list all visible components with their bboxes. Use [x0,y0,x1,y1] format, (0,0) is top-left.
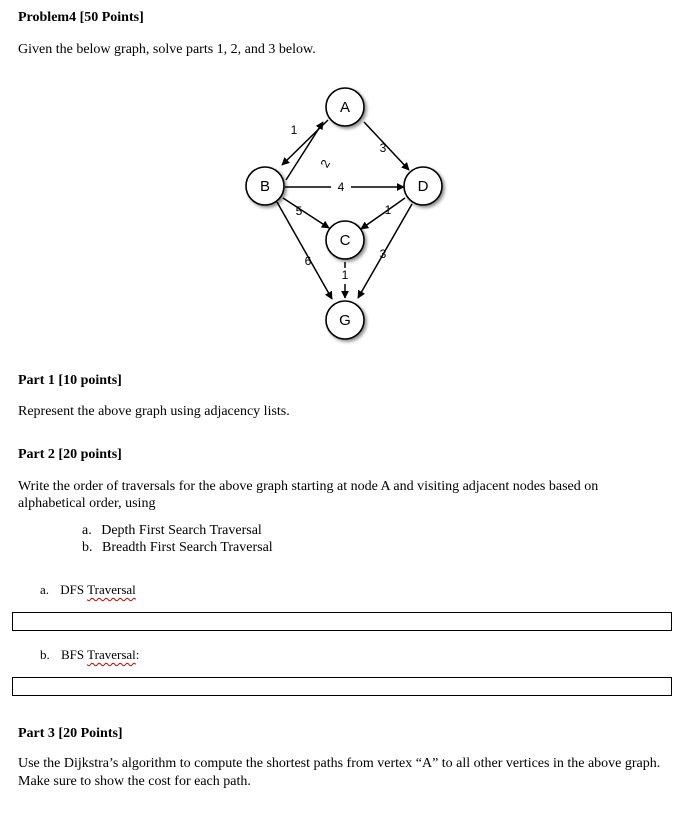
graph-node-g [326,301,364,339]
list-item [82,540,273,556]
graph-node-d [404,167,442,205]
edge-b-d [285,180,404,194]
edge-weight-label: 3 [379,247,387,262]
bfs-answer-box[interactable] [12,677,672,696]
graph-node-c [326,221,364,259]
problem-title: Problem4 [50 Points] [18,10,144,25]
edge-line [361,198,405,229]
node-label: A [339,98,351,116]
part3-text-line1: Use the Dijkstra’s algorithm to compute the shortest paths from vertex “A” to all other vertices in the above graph. [18,756,661,771]
edge-weight-label: 3 [379,141,387,156]
list-item-label: Breadth First Search Traversal [102,540,273,555]
part1-heading: Part 1 [10 points] [18,373,122,388]
edge-weight-label: 1 [290,123,298,138]
edge-weight-label: 1 [384,203,392,218]
node-label: B [259,177,271,195]
list-marker: a. [82,523,92,538]
edge-line [364,122,409,170]
edge-b-g [277,202,332,299]
edge-weight-label: 4 [337,180,345,195]
node-label: G [339,311,351,329]
node-label: D [417,177,429,195]
bfs-answer-value [13,678,17,693]
edge-d-c [361,198,405,229]
edge-d-g [358,204,412,298]
list-marker: b. [82,540,93,555]
node-label: C [339,231,351,249]
edge-weight-label: 2 [317,157,334,170]
list-item [82,523,262,539]
list-item-label: Depth First Search Traversal [101,523,262,538]
part2-text-line1: Write the order of traversals for the above graph starting at node A and visiting adjacent nodes based on [18,479,599,494]
edge-a-d [364,122,409,170]
dfs-answer-value [13,613,17,628]
problem-intro: Given the below graph, solve parts 1, 2, and 3 below. [18,42,316,57]
edge-line [277,202,332,299]
bfs-label: b. BFS Traversal: [40,647,140,662]
edge-weight-label: 6 [304,254,312,269]
graph-node-b [246,167,284,205]
dfs-label: a. DFS Traversal [40,582,136,597]
edge-weight-label: 5 [295,204,303,219]
list-marker: b. [40,647,50,662]
list-marker: a. [40,582,50,597]
edge-weight-label: 1 [341,268,349,283]
dfs-answer-box[interactable] [12,612,672,631]
graph-node-a [326,88,364,126]
edge-c-g [342,262,349,298]
part3-text-line2: Make sure to show the cost for each path. [18,774,251,789]
part1-text: Represent the above graph using adjacency lists. [18,404,290,419]
part2-text-line2: alphabetical order, using [18,496,156,511]
part3-heading: Part 3 [20 Points] [18,726,123,741]
part2-heading: Part 2 [20 points] [18,447,122,462]
